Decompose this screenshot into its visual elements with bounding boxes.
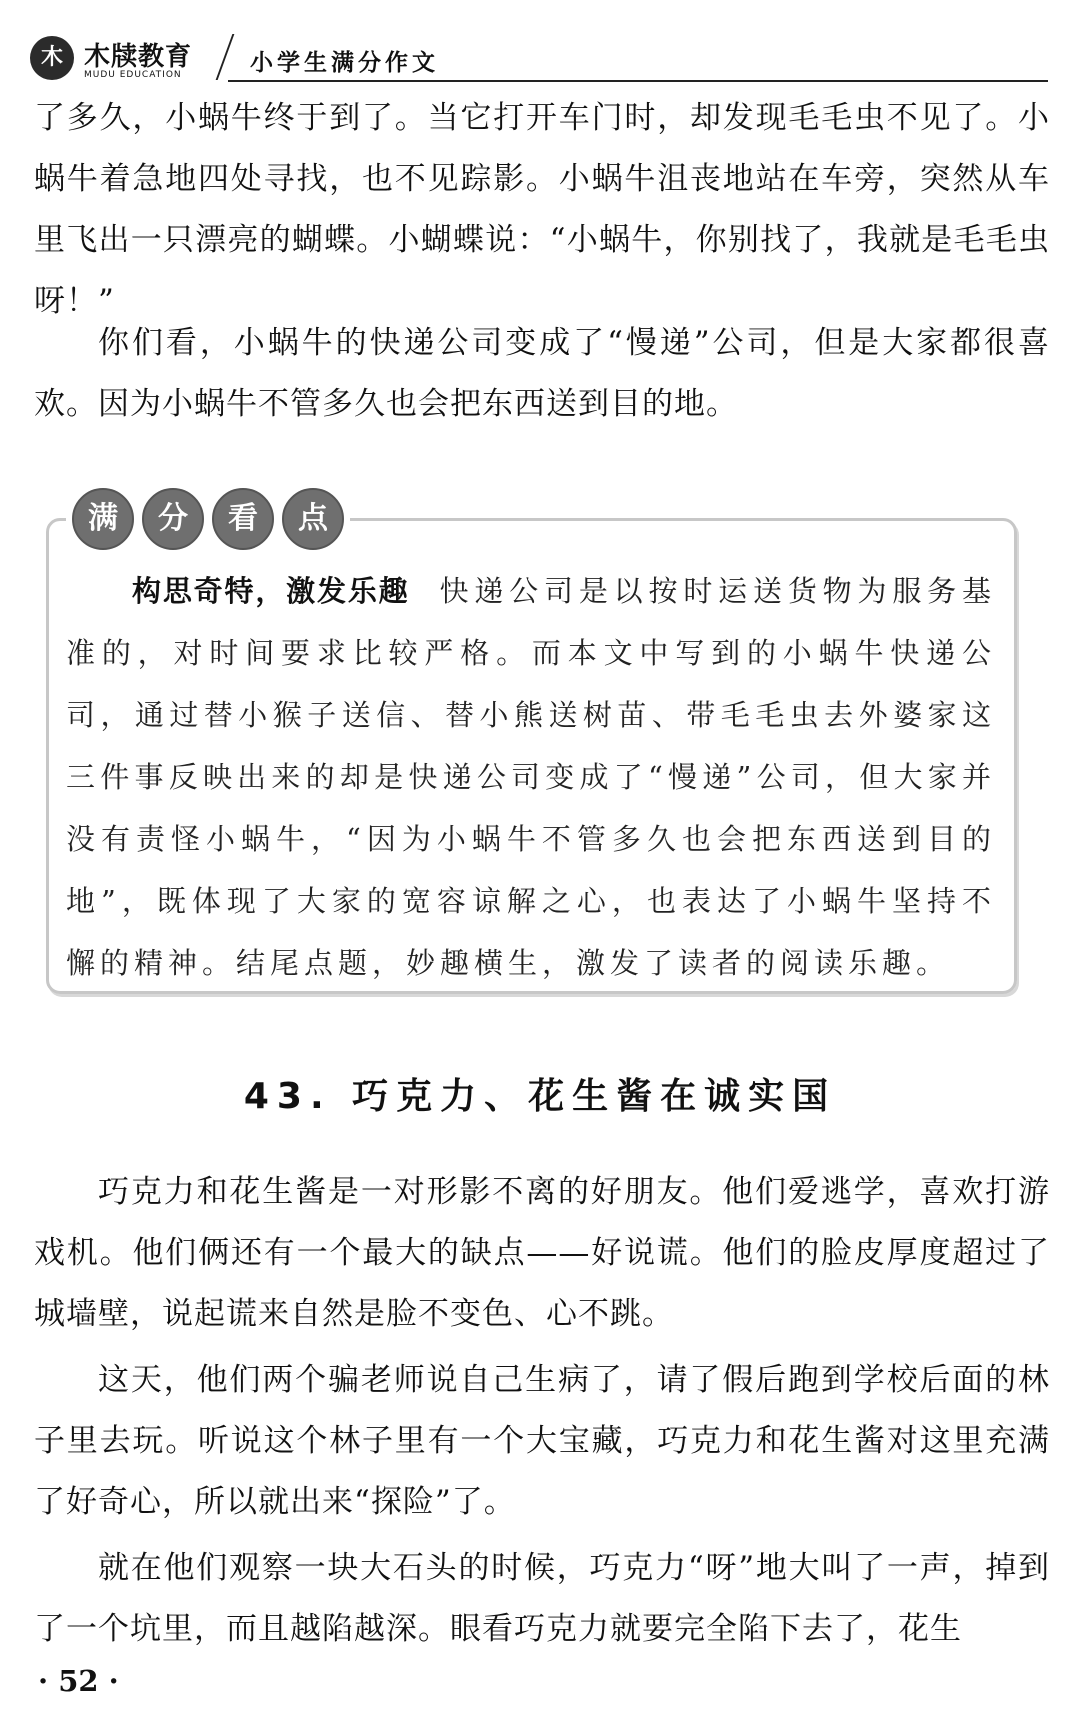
review-text — [66, 560, 996, 994]
page-number: · 52 · — [38, 1664, 119, 1698]
header-slash — [216, 34, 235, 80]
review-badges — [66, 488, 350, 550]
badge-char: 点 — [282, 488, 344, 550]
story-paragraph: 了多久，小蜗牛终于到了。当它打开车门时，却发现毛毛虫不见了。小蜗牛着急地四处寻找，也不见踪影。小蜗牛沮丧地站在车旁，突然从车里飞出一只漂亮的蝴蝶。小蝴蝶说：“小蜗牛，你别找了，我就是毛毛虫呀！” — [34, 100, 1050, 319]
brand-logo-icon: 木 — [30, 36, 74, 80]
page-header — [28, 30, 1048, 85]
series-title: 小学生满分作文 — [250, 50, 439, 76]
brand-english: MUDU EDUCATION — [84, 70, 182, 80]
essay-paragraph: 就在他们观察一块大石头的时候，巧克力“呀”地大叫了一声，掉到了一个坑里，而且越陷越深。眼看巧克力就要完全陷下去了，花生 — [34, 1550, 1050, 1647]
header-divider — [228, 80, 1048, 82]
badge-char: 看 — [212, 488, 274, 550]
badge-char: 分 — [142, 488, 204, 550]
review-body: 快递公司是以按时运送货物为服务基准的，对时间要求比较严格。而本文中写到的小蜗牛快递公司，通过替小猴子送信、替小熊送树苗、带毛毛虫去外婆家这三件事反映出来的却是快递公司变成了“慢递”公司，但大家并没有责怪小蜗牛，“因为小蜗牛不管多久也会把东西送到目的地”，既体现了大家的宽容谅解之心，也表达了小蜗牛坚持不懈的精神。结尾点题，妙趣横生，激发了读者的阅读乐趣。 — [66, 574, 996, 980]
essay-paragraph: 这天，他们两个骗老师说自己生病了，请了假后跑到学校后面的林子里去玩。听说这个林子里有一个大宝藏，巧克力和花生酱对这里充满了好奇心，所以就出来“探险”了。 — [34, 1362, 1050, 1520]
essay-paragraph: 巧克力和花生酱是一对形影不离的好朋友。他们爱逃学，喜欢打游戏机。他们俩还有一个最大的缺点——好说谎。他们的脸皮厚度超过了城墙壁，说起谎来自然是脸不变色、心不跳。 — [34, 1174, 1050, 1332]
brand-name: 木牍教育 — [84, 42, 193, 72]
review-lead: 构思奇特，激发乐趣 — [132, 574, 410, 608]
story-paragraph: 你们看，小蜗牛的快递公司变成了“慢递”公司，但是大家都很喜欢。因为小蜗牛不管多久也会把东西送到目的地。 — [34, 325, 1050, 422]
essay-title: 43. 巧克力、花生酱在诚实国 — [243, 1076, 837, 1117]
badge-char: 满 — [72, 488, 134, 550]
